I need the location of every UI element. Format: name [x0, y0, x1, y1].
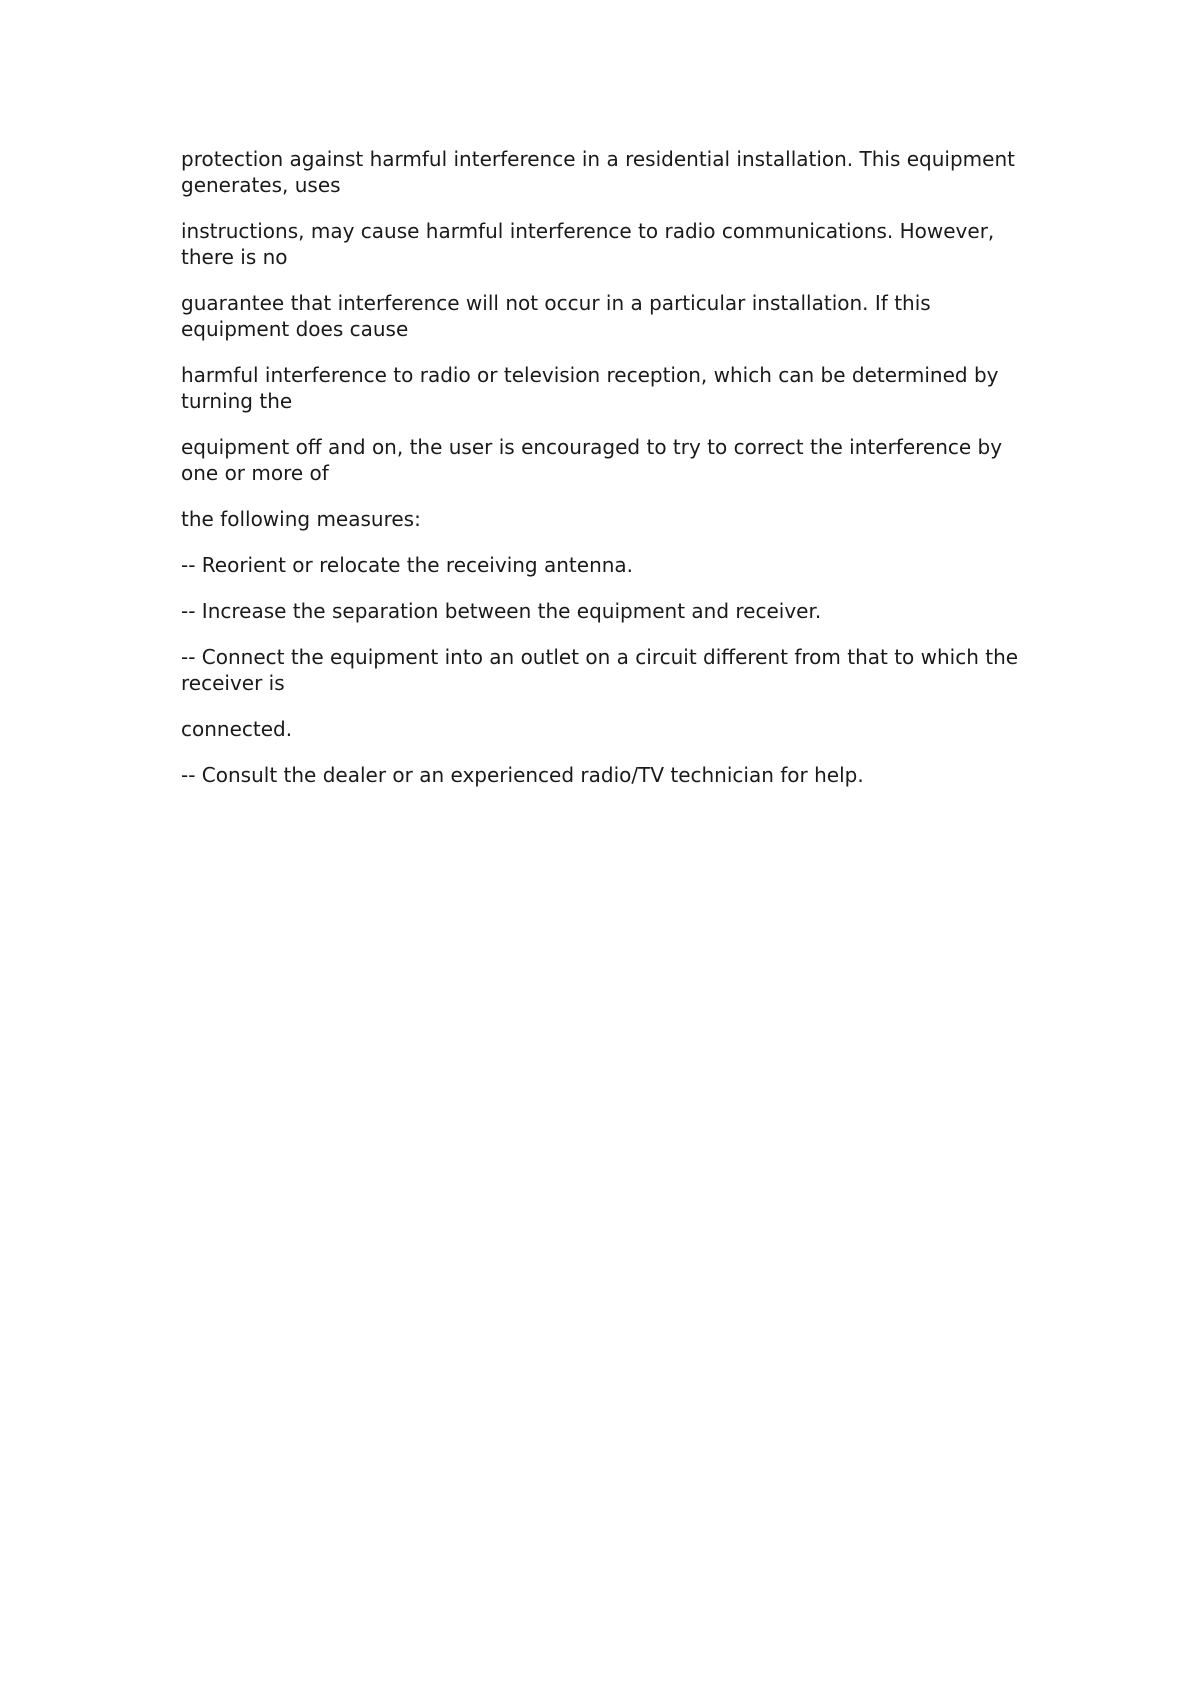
text-line: instructions, may cause harmful interference to radio communications. However,	[181, 219, 995, 243]
paragraph	[181, 362, 1021, 414]
text-line: there is no	[181, 245, 288, 269]
list-item	[181, 598, 1021, 624]
text-line: receiver is	[181, 671, 285, 695]
text-line: -- Increase the separation between the equipment and receiver.	[181, 599, 822, 623]
text-line: equipment does cause	[181, 317, 409, 341]
paragraph	[181, 218, 1021, 270]
text-line: the following measures:	[181, 507, 421, 531]
text-line: generates, uses	[181, 173, 341, 197]
text-line: connected.	[181, 717, 293, 741]
list-item	[181, 552, 1021, 578]
text-line: -- Consult the dealer or an experienced radio/TV technician for help.	[181, 763, 864, 787]
text-line: -- Reorient or relocate the receiving antenna.	[181, 553, 634, 577]
paragraph	[181, 506, 1021, 532]
text-line: one or more of	[181, 461, 329, 485]
list-item	[181, 644, 1021, 696]
text-line: equipment off and on, the user is encouraged to try to correct the interference by	[181, 435, 1003, 459]
paragraph	[181, 290, 1021, 342]
paragraph	[181, 434, 1021, 486]
paragraph	[181, 146, 1021, 198]
text-line: turning the	[181, 389, 293, 413]
list-item	[181, 762, 1021, 788]
text-line: -- Connect the equipment into an outlet on a circuit different from that to which the	[181, 645, 1019, 669]
text-line: protection against harmful interference in a residential installation. This equipment	[181, 147, 1015, 171]
text-line: guarantee that interference will not occur in a particular installation. If this	[181, 291, 931, 315]
body-text	[181, 146, 1021, 808]
paragraph	[181, 716, 1021, 742]
text-line: harmful interference to radio or television reception, which can be determined by	[181, 363, 999, 387]
